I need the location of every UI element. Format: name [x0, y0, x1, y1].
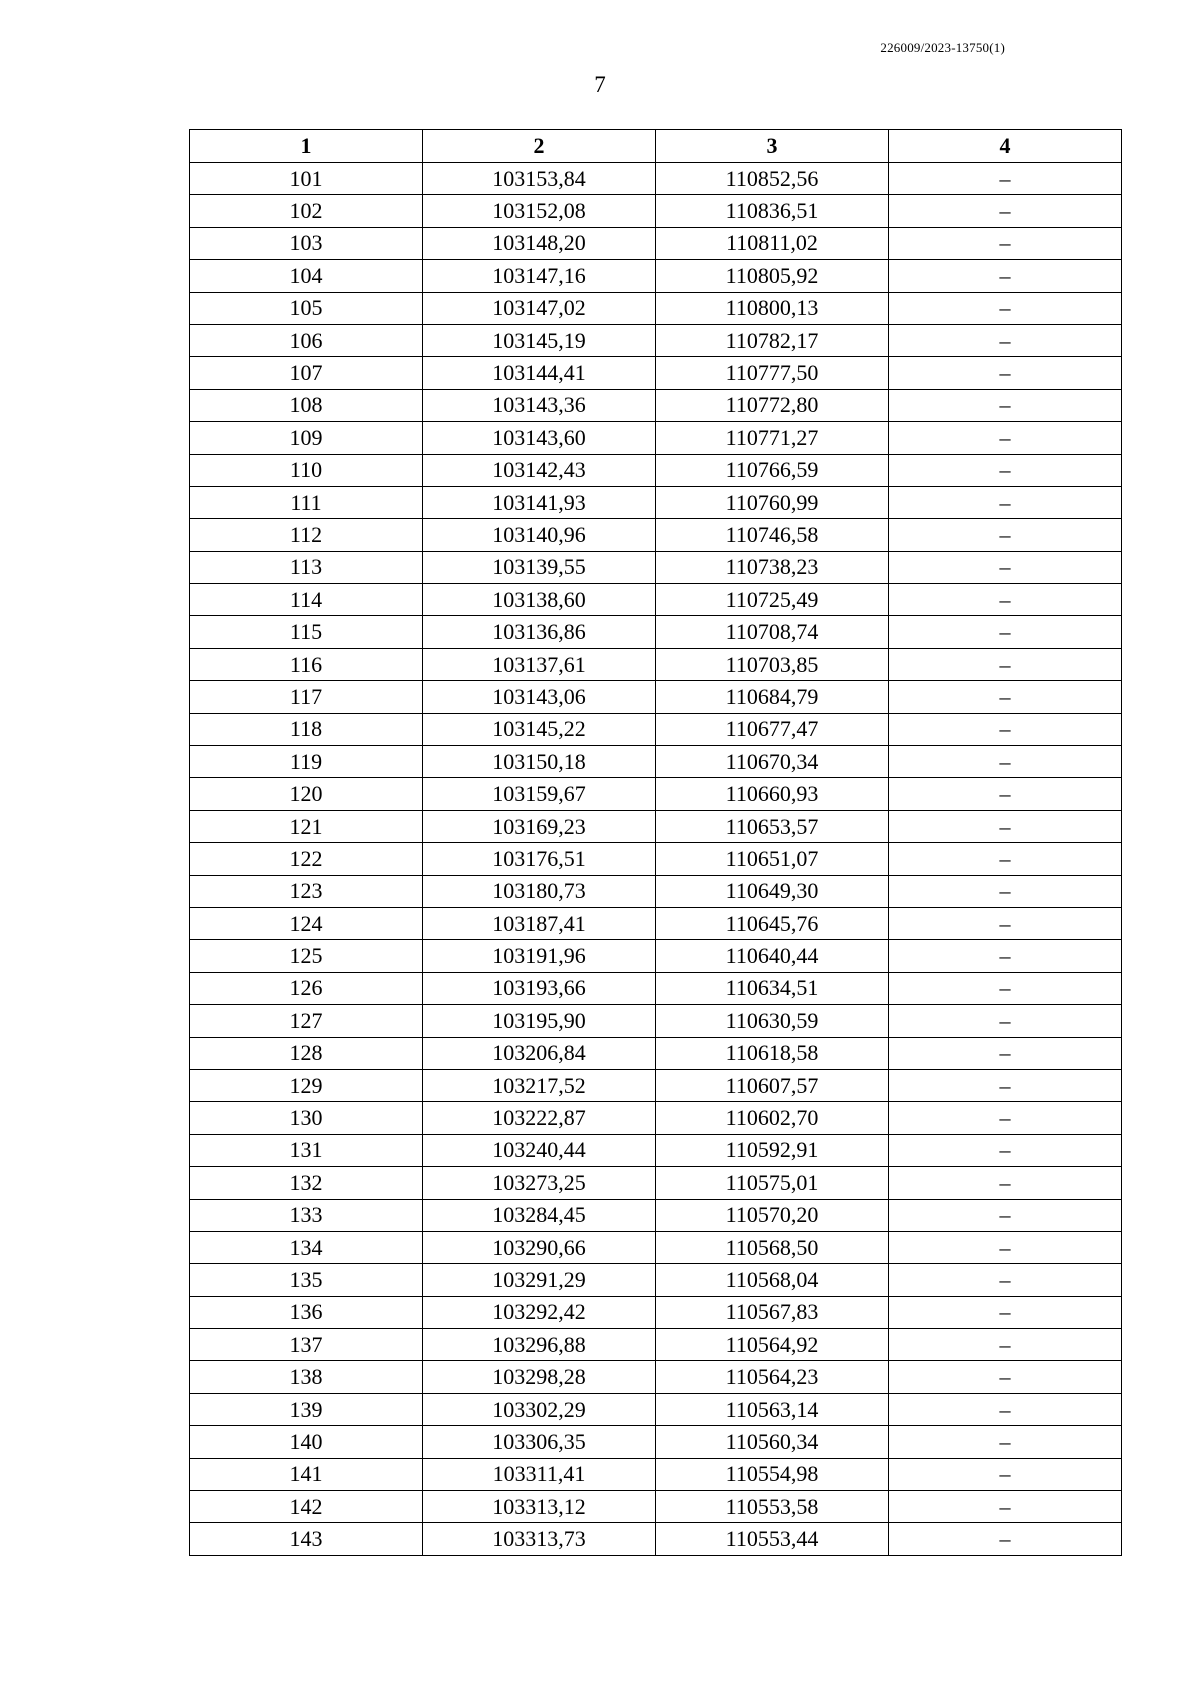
x-coordinate-cell: 103145,19 — [423, 324, 656, 356]
point-number-cell: 121 — [190, 810, 423, 842]
x-coordinate-cell: 103298,28 — [423, 1361, 656, 1393]
note-cell: – — [889, 681, 1122, 713]
note-cell: – — [889, 843, 1122, 875]
x-coordinate-cell: 103292,42 — [423, 1296, 656, 1328]
y-coordinate-cell: 110645,76 — [656, 907, 889, 939]
table-row — [190, 551, 1122, 583]
point-number-cell: 133 — [190, 1199, 423, 1231]
x-coordinate-cell: 103306,35 — [423, 1426, 656, 1458]
note-cell: – — [889, 324, 1122, 356]
x-coordinate-cell: 103291,29 — [423, 1264, 656, 1296]
point-number-cell: 139 — [190, 1393, 423, 1425]
table-row — [190, 422, 1122, 454]
table-row — [190, 292, 1122, 324]
point-number-cell: 134 — [190, 1231, 423, 1263]
y-coordinate-cell: 110800,13 — [656, 292, 889, 324]
x-coordinate-cell: 103176,51 — [423, 843, 656, 875]
table-row — [190, 1491, 1122, 1523]
table-row — [190, 1458, 1122, 1490]
x-coordinate-cell: 103193,66 — [423, 972, 656, 1004]
point-number-cell: 128 — [190, 1037, 423, 1069]
x-coordinate-cell: 103138,60 — [423, 584, 656, 616]
column-header-3: 3 — [656, 130, 889, 163]
note-cell: – — [889, 1426, 1122, 1458]
note-cell: – — [889, 227, 1122, 259]
table-row — [190, 810, 1122, 842]
x-coordinate-cell: 103313,12 — [423, 1491, 656, 1523]
y-coordinate-cell: 110560,34 — [656, 1426, 889, 1458]
x-coordinate-cell: 103159,67 — [423, 778, 656, 810]
point-number-cell: 135 — [190, 1264, 423, 1296]
note-cell: – — [889, 1393, 1122, 1425]
point-number-cell: 137 — [190, 1329, 423, 1361]
x-coordinate-cell: 103273,25 — [423, 1167, 656, 1199]
table-row — [190, 1426, 1122, 1458]
x-coordinate-cell: 103302,29 — [423, 1393, 656, 1425]
table-row — [190, 260, 1122, 292]
table-row — [190, 1296, 1122, 1328]
y-coordinate-cell: 110592,91 — [656, 1134, 889, 1166]
note-cell: – — [889, 1037, 1122, 1069]
point-number-cell: 105 — [190, 292, 423, 324]
y-coordinate-cell: 110684,79 — [656, 681, 889, 713]
table-row — [190, 648, 1122, 680]
y-coordinate-cell: 110811,02 — [656, 227, 889, 259]
point-number-cell: 115 — [190, 616, 423, 648]
y-coordinate-cell: 110568,50 — [656, 1231, 889, 1263]
table-row — [190, 1134, 1122, 1166]
note-cell: – — [889, 422, 1122, 454]
point-number-cell: 109 — [190, 422, 423, 454]
note-cell: – — [889, 1134, 1122, 1166]
y-coordinate-cell: 110760,99 — [656, 486, 889, 518]
y-coordinate-cell: 110553,58 — [656, 1491, 889, 1523]
table-row — [190, 616, 1122, 648]
x-coordinate-cell: 103222,87 — [423, 1102, 656, 1134]
point-number-cell: 141 — [190, 1458, 423, 1490]
note-cell: – — [889, 195, 1122, 227]
note-cell: – — [889, 713, 1122, 745]
point-number-cell: 122 — [190, 843, 423, 875]
y-coordinate-cell: 110777,50 — [656, 357, 889, 389]
note-cell: – — [889, 746, 1122, 778]
y-coordinate-cell: 110746,58 — [656, 519, 889, 551]
x-coordinate-cell: 103152,08 — [423, 195, 656, 227]
point-number-cell: 119 — [190, 746, 423, 778]
note-cell: – — [889, 260, 1122, 292]
note-cell: – — [889, 519, 1122, 551]
note-cell: – — [889, 810, 1122, 842]
note-cell: – — [889, 486, 1122, 518]
table-row — [190, 1523, 1122, 1555]
note-cell: – — [889, 1491, 1122, 1523]
table-row — [190, 940, 1122, 972]
y-coordinate-cell: 110564,92 — [656, 1329, 889, 1361]
point-number-cell: 136 — [190, 1296, 423, 1328]
point-number-cell: 107 — [190, 357, 423, 389]
note-cell: – — [889, 875, 1122, 907]
table-row — [190, 875, 1122, 907]
table-row — [190, 163, 1122, 195]
table-header-row — [190, 130, 1122, 163]
y-coordinate-cell: 110677,47 — [656, 713, 889, 745]
table-row — [190, 972, 1122, 1004]
x-coordinate-cell: 103142,43 — [423, 454, 656, 486]
y-coordinate-cell: 110570,20 — [656, 1199, 889, 1231]
point-number-cell: 142 — [190, 1491, 423, 1523]
x-coordinate-cell: 103284,45 — [423, 1199, 656, 1231]
table-row — [190, 454, 1122, 486]
y-coordinate-cell: 110607,57 — [656, 1069, 889, 1101]
point-number-cell: 110 — [190, 454, 423, 486]
table-row — [190, 907, 1122, 939]
x-coordinate-cell: 103240,44 — [423, 1134, 656, 1166]
y-coordinate-cell: 110852,56 — [656, 163, 889, 195]
point-number-cell: 116 — [190, 648, 423, 680]
x-coordinate-cell: 103144,41 — [423, 357, 656, 389]
x-coordinate-cell: 103290,66 — [423, 1231, 656, 1263]
y-coordinate-cell: 110649,30 — [656, 875, 889, 907]
x-coordinate-cell: 103140,96 — [423, 519, 656, 551]
x-coordinate-cell: 103313,73 — [423, 1523, 656, 1555]
y-coordinate-cell: 110766,59 — [656, 454, 889, 486]
x-coordinate-cell: 103169,23 — [423, 810, 656, 842]
note-cell: – — [889, 1231, 1122, 1263]
note-cell: – — [889, 551, 1122, 583]
y-coordinate-cell: 110651,07 — [656, 843, 889, 875]
table-row — [190, 227, 1122, 259]
x-coordinate-cell: 103143,36 — [423, 389, 656, 421]
x-coordinate-cell: 103148,20 — [423, 227, 656, 259]
coordinates-table — [189, 129, 1122, 1556]
y-coordinate-cell: 110782,17 — [656, 324, 889, 356]
point-number-cell: 129 — [190, 1069, 423, 1101]
x-coordinate-cell: 103147,16 — [423, 260, 656, 292]
point-number-cell: 103 — [190, 227, 423, 259]
table-row — [190, 1005, 1122, 1037]
x-coordinate-cell: 103217,52 — [423, 1069, 656, 1101]
table-row — [190, 486, 1122, 518]
table-row — [190, 1361, 1122, 1393]
x-coordinate-cell: 103311,41 — [423, 1458, 656, 1490]
note-cell: – — [889, 778, 1122, 810]
y-coordinate-cell: 110554,98 — [656, 1458, 889, 1490]
x-coordinate-cell: 103296,88 — [423, 1329, 656, 1361]
table-row — [190, 746, 1122, 778]
y-coordinate-cell: 110771,27 — [656, 422, 889, 454]
x-coordinate-cell: 103143,60 — [423, 422, 656, 454]
point-number-cell: 125 — [190, 940, 423, 972]
table-row — [190, 778, 1122, 810]
y-coordinate-cell: 110575,01 — [656, 1167, 889, 1199]
note-cell: – — [889, 584, 1122, 616]
column-header-1: 1 — [190, 130, 423, 163]
x-coordinate-cell: 103191,96 — [423, 940, 656, 972]
table-row — [190, 1329, 1122, 1361]
note-cell: – — [889, 907, 1122, 939]
point-number-cell: 101 — [190, 163, 423, 195]
y-coordinate-cell: 110563,14 — [656, 1393, 889, 1425]
table-row — [190, 1037, 1122, 1069]
note-cell: – — [889, 1264, 1122, 1296]
y-coordinate-cell: 110630,59 — [656, 1005, 889, 1037]
point-number-cell: 127 — [190, 1005, 423, 1037]
note-cell: – — [889, 1102, 1122, 1134]
note-cell: – — [889, 972, 1122, 1004]
x-coordinate-cell: 103143,06 — [423, 681, 656, 713]
y-coordinate-cell: 110708,74 — [656, 616, 889, 648]
table-row — [190, 357, 1122, 389]
note-cell: – — [889, 389, 1122, 421]
y-coordinate-cell: 110634,51 — [656, 972, 889, 1004]
point-number-cell: 143 — [190, 1523, 423, 1555]
x-coordinate-cell: 103187,41 — [423, 907, 656, 939]
point-number-cell: 126 — [190, 972, 423, 1004]
x-coordinate-cell: 103195,90 — [423, 1005, 656, 1037]
x-coordinate-cell: 103136,86 — [423, 616, 656, 648]
point-number-cell: 130 — [190, 1102, 423, 1134]
point-number-cell: 118 — [190, 713, 423, 745]
point-number-cell: 131 — [190, 1134, 423, 1166]
point-number-cell: 138 — [190, 1361, 423, 1393]
y-coordinate-cell: 110836,51 — [656, 195, 889, 227]
document-id: 226009/2023-13750(1) — [880, 40, 1005, 55]
point-number-cell: 106 — [190, 324, 423, 356]
column-header-2: 2 — [423, 130, 656, 163]
x-coordinate-cell: 103145,22 — [423, 713, 656, 745]
y-coordinate-cell: 110653,57 — [656, 810, 889, 842]
note-cell: – — [889, 357, 1122, 389]
table-row — [190, 1167, 1122, 1199]
note-cell: – — [889, 1458, 1122, 1490]
note-cell: – — [889, 1523, 1122, 1555]
table-row — [190, 681, 1122, 713]
point-number-cell: 102 — [190, 195, 423, 227]
note-cell: – — [889, 292, 1122, 324]
point-number-cell: 120 — [190, 778, 423, 810]
note-cell: – — [889, 454, 1122, 486]
y-coordinate-cell: 110602,70 — [656, 1102, 889, 1134]
note-cell: – — [889, 1361, 1122, 1393]
x-coordinate-cell: 103180,73 — [423, 875, 656, 907]
note-cell: – — [889, 648, 1122, 680]
note-cell: – — [889, 1329, 1122, 1361]
note-cell: – — [889, 1069, 1122, 1101]
y-coordinate-cell: 110738,23 — [656, 551, 889, 583]
note-cell: – — [889, 1296, 1122, 1328]
table-row — [190, 1231, 1122, 1263]
y-coordinate-cell: 110553,44 — [656, 1523, 889, 1555]
y-coordinate-cell: 110703,85 — [656, 648, 889, 680]
note-cell: – — [889, 1005, 1122, 1037]
y-coordinate-cell: 110640,44 — [656, 940, 889, 972]
table-row — [190, 713, 1122, 745]
y-coordinate-cell: 110618,58 — [656, 1037, 889, 1069]
column-header-4: 4 — [889, 130, 1122, 163]
x-coordinate-cell: 103153,84 — [423, 163, 656, 195]
table-row — [190, 324, 1122, 356]
point-number-cell: 104 — [190, 260, 423, 292]
point-number-cell: 140 — [190, 1426, 423, 1458]
point-number-cell: 123 — [190, 875, 423, 907]
x-coordinate-cell: 103147,02 — [423, 292, 656, 324]
note-cell: – — [889, 163, 1122, 195]
x-coordinate-cell: 103150,18 — [423, 746, 656, 778]
table-row — [190, 389, 1122, 421]
point-number-cell: 113 — [190, 551, 423, 583]
point-number-cell: 132 — [190, 1167, 423, 1199]
y-coordinate-cell: 110772,80 — [656, 389, 889, 421]
note-cell: – — [889, 616, 1122, 648]
x-coordinate-cell: 103137,61 — [423, 648, 656, 680]
table-body — [190, 163, 1122, 1556]
table-row — [190, 1069, 1122, 1101]
table-header — [190, 130, 1122, 163]
point-number-cell: 114 — [190, 584, 423, 616]
point-number-cell: 111 — [190, 486, 423, 518]
table-row — [190, 1102, 1122, 1134]
y-coordinate-cell: 110564,23 — [656, 1361, 889, 1393]
point-number-cell: 117 — [190, 681, 423, 713]
x-coordinate-cell: 103206,84 — [423, 1037, 656, 1069]
table-row — [190, 1264, 1122, 1296]
point-number-cell: 124 — [190, 907, 423, 939]
note-cell: – — [889, 1167, 1122, 1199]
table-row — [190, 519, 1122, 551]
note-cell: – — [889, 1199, 1122, 1231]
y-coordinate-cell: 110805,92 — [656, 260, 889, 292]
point-number-cell: 112 — [190, 519, 423, 551]
y-coordinate-cell: 110567,83 — [656, 1296, 889, 1328]
table-row — [190, 195, 1122, 227]
table-row — [190, 584, 1122, 616]
y-coordinate-cell: 110725,49 — [656, 584, 889, 616]
table-row — [190, 1393, 1122, 1425]
y-coordinate-cell: 110660,93 — [656, 778, 889, 810]
table-row — [190, 843, 1122, 875]
page-number: 7 — [594, 72, 606, 97]
x-coordinate-cell: 103141,93 — [423, 486, 656, 518]
note-cell: – — [889, 940, 1122, 972]
point-number-cell: 108 — [190, 389, 423, 421]
table-row — [190, 1199, 1122, 1231]
y-coordinate-cell: 110670,34 — [656, 746, 889, 778]
y-coordinate-cell: 110568,04 — [656, 1264, 889, 1296]
x-coordinate-cell: 103139,55 — [423, 551, 656, 583]
